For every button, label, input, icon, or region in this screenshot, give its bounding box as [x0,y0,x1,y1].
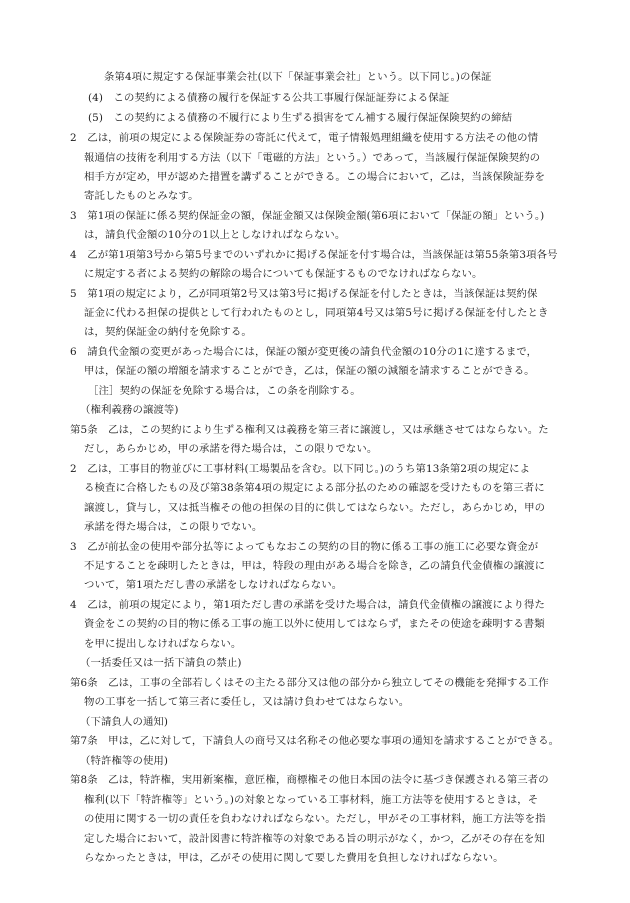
text-line: 4 乙は，前項の規定により，第1項ただし書の承諾を受けた場合は，請負代金債権の譲渡により得た [70,599,546,611]
text-line: を甲に提出しなければならない。 [84,638,242,650]
text-line: 不足することを疎明したときは，甲は，特段の理由がある場合を除き，乙の請負代金債権の譲渡に [84,560,546,572]
section-heading: （権利義務の譲渡等) [80,404,179,416]
text-line: 相手方が定め，甲が認めた措置を講ずることができる。この場合において，乙は，当該保険証券を [84,171,545,183]
text-line: 寄託したものとみなす。 [84,190,199,202]
text-line: (5) この契約による債務の不履行により生ずる損害をてん補する履行保証保険契約の締結 [88,112,513,124]
text-line: 証金に代わる担保の提供として行われたものとし，同項第4号又は第5号に掲げる保証を付したとき [84,307,549,319]
text-line: る検査に合格したもの及び第38条第4項の規定による部分払のための確認を受けたものを第三者に [84,482,545,494]
text-line: 承諾を得た場合は，この限りでない。 [84,521,263,533]
section-heading: （特許権等の使用) [80,755,169,767]
text-line: 第5条 乙は，この契約により生ずる権利又は義務を第三者に譲渡し，又は承継させてはならない。た [70,424,549,436]
section-heading: （一括委任又は一括下請負の禁止) [80,657,242,669]
text-line: 定した場合において，設計図書に特許権等の対象である旨の明示がなく，かつ，乙がその存在を知 [84,833,545,845]
text-line: 物の工事を一括して第三者に委任し，又は請け負わせてはならない。 [84,696,410,708]
text-line: 譲渡し，貸与し，又は抵当権その他の担保の目的に供してはならない。ただし，あらかじめ，甲の [84,502,546,514]
text-line: の使用に関する一切の責任を負わなければならない。ただし，甲がその工事材料，施工方法等を指 [84,813,546,825]
text-line: 2 乙は，前項の規定による保険証券の寄託に代えて，電子情報処理組織を使用する方法その他の情 [70,132,539,144]
text-line: (4) この契約による債務の履行を保証する公共工事履行保証証券による保証 [88,92,450,104]
text-line: ［注］契約の保証を免除する場合は，この条を削除する。 [88,385,361,397]
text-line: 3 第1項の保証に係る契約保証金の額，保証金額又は保険金額(第6項において「保証の額」という。) [70,210,545,222]
text-line: 資金をこの契約の目的物に係る工事の施工以外に使用してはならず，またその使途を疎明する書類 [84,618,545,630]
text-line: は，契約保証金の納付を免除する。 [84,326,252,338]
text-line: らなかったときは，甲は，乙がその使用に関して要した費用を負担しなければならない。 [84,852,504,864]
text-line: ついて，第1項ただし書の承諾をしなければならない。 [84,579,343,591]
text-line: 報通信の技術を利用する方法（以下「電磁的方法」という。）であって，当該履行保証保険契約の [84,152,541,164]
text-line: 4 乙が第1項第3号から第5号までのいずれかに掲げる保証を付す場合は，当該保証は第55条第3項各号 [70,249,558,261]
section-heading: （下請負人の通知) [80,716,169,728]
text-line: 条第4項に規定する保証事業会社(以下「保証事業会社」という。以下同じ。)の保証 [104,71,492,83]
text-line: に規定する者による契約の解除の場合についても保証するものでなければならない。 [84,268,483,280]
text-line: 2 乙は，工事目的物並びに工事材料(工場製品を含む。以下同じ。)のうち第13条第2項の規定によ [70,463,531,475]
text-line: 第7条 甲は，乙に対して，下請負人の商号又は名称その他必要な事項の通知を請求することができる。 [70,735,560,747]
text-line: 甲は，保証の額の増額を請求することができ，乙は，保証の額の減額を請求することができる。 [84,365,535,377]
text-line: 第8条 乙は，特許権，実用新案権，意匠権，商標権その他日本国の法令に基づき保護される第三者の [70,774,549,786]
text-line: 3 乙が前払金の使用や部分払等によってもなおこの契約の目的物に係る工事の施工に必要な資金が [70,541,539,553]
text-line: だし，あらかじめ，甲の承諾を得た場合は，この限りでない。 [84,443,378,455]
text-line: 5 第1項の規定により，乙が同項第2号又は第3号に掲げる保証を付したときは，当該保証は契約保 [70,288,538,300]
text-line: 第6条 乙は，工事の全部若しくはその主たる部分又は他の部分から独立してその機能を発揮する工作 [70,677,549,689]
text-line: は，請負代金額の10分の1以上としなければならない。 [84,229,346,241]
text-line: 権利(以下「特許権等」という。)の対象となっている工事材料，施工方法等を使用するときは，そ [84,794,539,806]
text-line: 6 請負代金額の変更があった場合には，保証の額が変更後の請負代金額の10分の1に達するまで， [70,346,538,358]
